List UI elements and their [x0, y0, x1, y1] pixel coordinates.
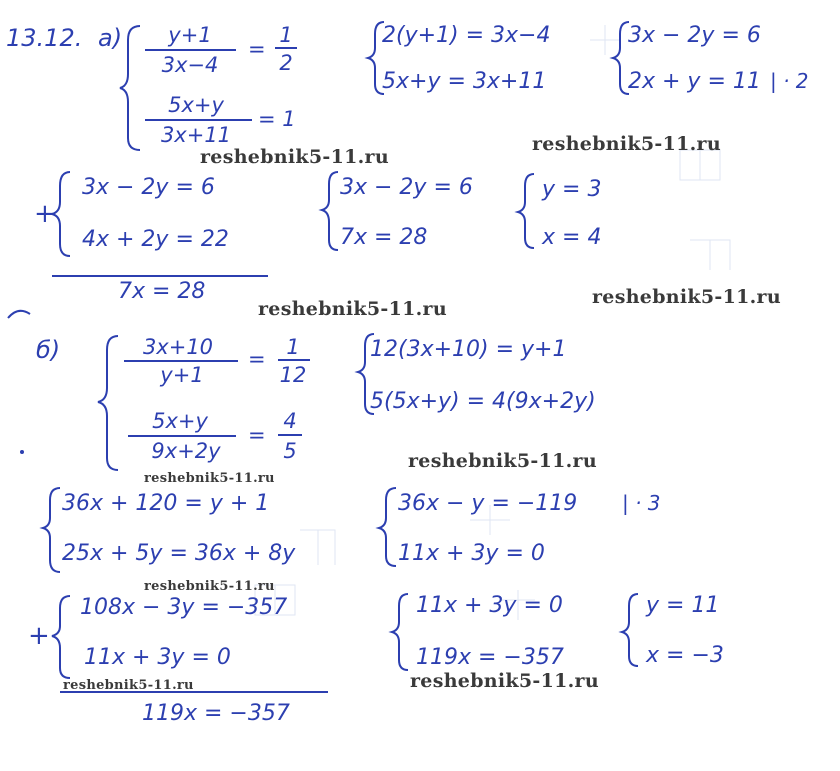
margin-dot — [20, 450, 24, 454]
equals-sign: = — [248, 347, 266, 371]
b-sys4-multiplier: | · 3 — [622, 491, 661, 515]
b-answer-x: x = −3 — [646, 643, 724, 668]
b-sum-line1: 108x − 3y = −357 — [80, 595, 288, 620]
b-sys1-eq2-rhs-num: 4 — [283, 409, 297, 433]
a-sys1-eq1-den: 3x−4 — [161, 53, 219, 77]
b-sys1-eq1-rhs-num: 1 — [286, 335, 300, 359]
b-sys4-line2: 11x + 3y = 0 — [398, 541, 545, 566]
a-answer-x: x = 4 — [542, 225, 602, 250]
b-sys3-line2: 25x + 5y = 36x + 8y — [62, 541, 296, 566]
plus-sign: + — [34, 199, 56, 229]
brace — [52, 172, 70, 256]
a-sys3-line2: 2x + y = 11 — [628, 69, 761, 94]
brace — [622, 594, 638, 666]
plus-sign: + — [28, 621, 50, 651]
b-sys1-eq1-den: y+1 — [160, 363, 204, 387]
a-sum-result: 7x = 28 — [118, 279, 206, 304]
a-sys1-eq2-rhs: = 1 — [258, 107, 296, 131]
a-sys1-eq1-rhs-num: 1 — [279, 23, 293, 47]
part-a-label: а) — [98, 24, 123, 52]
b-sys2-line1: 12(3x+10) = y+1 — [370, 337, 567, 362]
equals-sign: = — [248, 37, 266, 61]
watermark: reshebnik5-11.ru — [144, 579, 275, 594]
problem-number: 13.12. — [6, 24, 83, 52]
a-sys1-eq2-den: 3x+11 — [160, 123, 232, 147]
b-sys1-eq1-rhs-den: 12 — [279, 363, 307, 387]
brace — [120, 26, 140, 150]
b-sys5-line1: 11x + 3y = 0 — [416, 593, 563, 618]
brace — [518, 174, 534, 248]
watermark: reshebnik5-11.ru — [200, 146, 389, 168]
a-sys1-eq2-num: 5x+y — [168, 93, 224, 117]
b-sys3-line1: 36x + 120 = y + 1 — [62, 491, 270, 516]
b-answer-y: y = 11 — [646, 593, 720, 618]
a-answer-y: y = 3 — [542, 177, 602, 202]
watermark: reshebnik5-11.ru — [258, 298, 447, 320]
watermark: reshebnik5-11.ru — [144, 471, 275, 486]
a-sys4-line2: 7x = 28 — [340, 225, 428, 250]
watermark: reshebnik5-11.ru — [592, 286, 781, 308]
a-sum-line1: 3x − 2y = 6 — [82, 175, 215, 200]
a-sys3-multiplier: | · 2 — [770, 69, 809, 93]
brace — [52, 596, 70, 678]
watermark: reshebnik5-11.ru — [63, 678, 194, 693]
a-sys1-eq1-rhs-den: 2 — [279, 51, 293, 75]
b-sys1-eq1-num: 3x+10 — [142, 335, 214, 359]
b-sys4-line1: 36x − y = −119 — [398, 491, 578, 516]
equals-sign: = — [248, 423, 266, 447]
a-sys1-eq1-num: y+1 — [168, 23, 212, 47]
a-sum-line2: 4x + 2y = 22 — [82, 227, 229, 252]
brace — [322, 172, 338, 250]
b-sys1-eq2-num: 5x+y — [152, 409, 208, 433]
brace — [613, 22, 629, 94]
watermark: reshebnik5-11.ru — [408, 450, 597, 472]
grid-fragments — [255, 25, 730, 620]
brace — [43, 488, 60, 572]
b-sys5-line2: 119x = −357 — [416, 645, 564, 670]
a-sys3-line1: 3x − 2y = 6 — [628, 23, 761, 48]
b-sum-line2: 11x + 3y = 0 — [84, 645, 231, 670]
a-sys2-line2: 5x+y = 3x+11 — [382, 69, 547, 94]
watermark: reshebnik5-11.ru — [532, 133, 721, 155]
a-sys4-line1: 3x − 2y = 6 — [340, 175, 473, 200]
margin-mark — [8, 311, 30, 318]
b-sys2-line2: 5(5x+y) = 4(9x+2y) — [370, 389, 596, 414]
b-sys1-eq2-rhs-den: 5 — [283, 439, 297, 463]
brace — [392, 594, 408, 670]
part-b-label: б) — [36, 336, 61, 364]
b-sys1-eq2-den: 9x+2y — [151, 439, 221, 463]
b-sum-result: 119x = −357 — [142, 701, 290, 726]
watermark: reshebnik5-11.ru — [410, 670, 599, 692]
a-sys2-line1: 2(y+1) = 3x−4 — [382, 23, 551, 48]
brace — [98, 336, 118, 470]
brace — [379, 488, 396, 566]
